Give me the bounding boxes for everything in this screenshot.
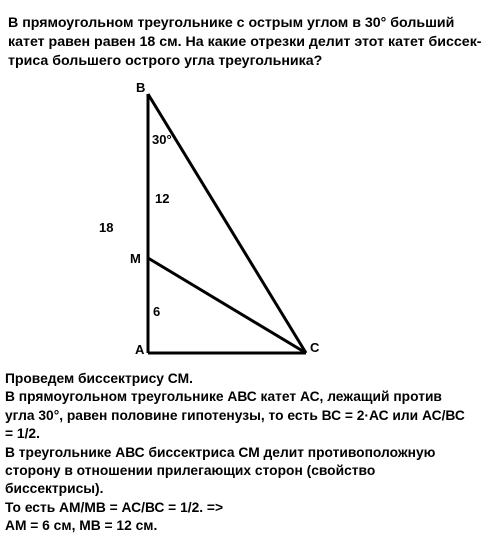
angle-label: 30° bbox=[152, 132, 172, 147]
solution-line-6: сторону в отношении прилегающих сторон (свойство bbox=[5, 463, 376, 479]
bisector-CM bbox=[148, 258, 306, 353]
segment-label-bm: 12 bbox=[155, 191, 170, 206]
vertex-label-m: M bbox=[130, 251, 141, 266]
vertex-label-a: A bbox=[135, 342, 145, 357]
solution-line-4: = 1/2. bbox=[5, 426, 40, 442]
solution-line-2: В прямоугольном треугольнике АВС катет АС, лежащий против bbox=[5, 389, 442, 405]
solution-line-7: биссектрисы). bbox=[5, 481, 104, 497]
solution-line-3: угла 30°, равен половине гипотенузы, то есть ВС = 2·АС или АС/ВС bbox=[5, 407, 465, 423]
solution-line-9: АМ = 6 см, МВ = 12 см. bbox=[5, 518, 158, 534]
problem-line-2: катет равен равен 18 см. На какие отрезки делит этот катет биссек- bbox=[8, 34, 482, 50]
solution-line-1: Проведем биссектрису СМ. bbox=[5, 371, 193, 386]
solution-line-8: То есть АМ/МВ = АС/ВС = 1/2. => bbox=[5, 499, 224, 515]
problem-line-1: В прямоугольном треугольнике с острым углом в 30° больший bbox=[8, 15, 455, 31]
problem-line-3: триса большего острого угла треугольника? bbox=[8, 53, 323, 69]
side-BC bbox=[148, 94, 306, 353]
solution-text bbox=[5, 370, 489, 536]
solution-line-5: В треугольнике АВС биссектриса СМ делит противоположную bbox=[5, 444, 436, 460]
segment-label-ba: 18 bbox=[99, 220, 114, 235]
segment-label-ma: 6 bbox=[153, 304, 161, 319]
vertex-label-b: B bbox=[136, 80, 146, 95]
vertex-label-c: C bbox=[310, 340, 320, 355]
